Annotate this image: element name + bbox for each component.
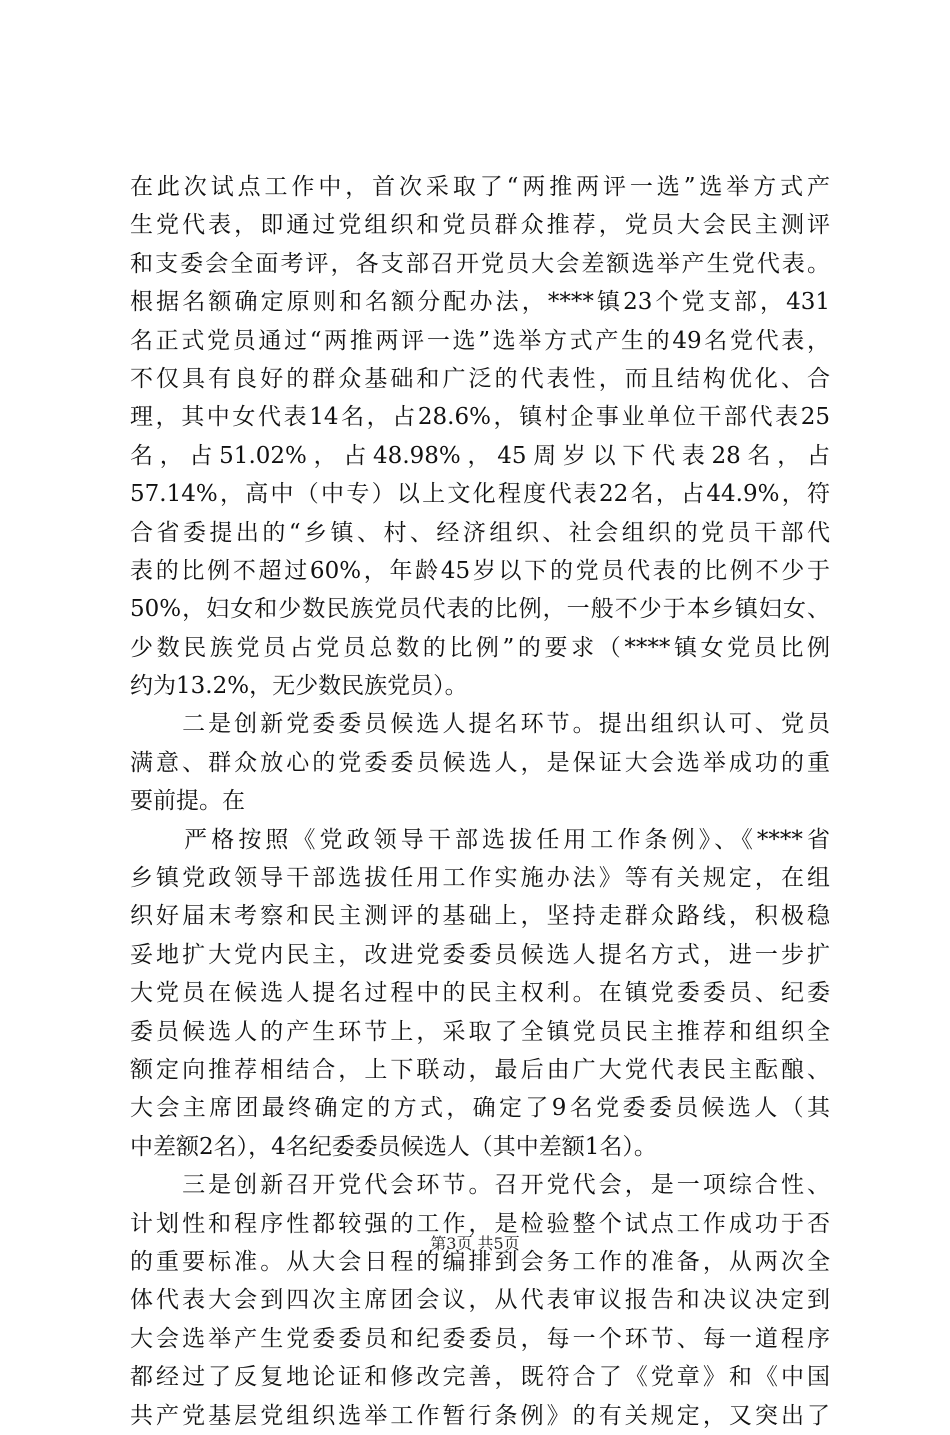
text-line: 的重要标准。从大会日程的编排到会务工作的准备，从两次全: [130, 1248, 830, 1275]
text-line: 大会主席团最终确定的方式，确定了9名党委委员候选人（其: [130, 1095, 830, 1122]
text-line: 乡镇党政领导干部选拔任用工作实施办法》等有关规定，在组: [130, 865, 830, 892]
text-line: 不仅具有良好的群众基础和广泛的代表性，而且结构优化、合: [130, 365, 830, 392]
text-line: 体代表大会到四次主席团会议，从代表审议报告和决议决定到: [130, 1287, 830, 1314]
text-line: 在此次试点工作中，首次采取了“两推两评一选”选举方式产: [130, 174, 830, 200]
text-line: 和支委会全面考评，各支部召开党员大会差额选举产生党代表。: [130, 250, 830, 277]
text-line: 大会选举产生党委委员和纪委委员，每一个环节、每一道程序: [130, 1325, 830, 1352]
text-line: 少数民族党员占党员总数的比例”的要求（****镇女党员比例: [130, 634, 830, 661]
text-line: 名，占51.02%，占48.98%，45周岁以下代表28名，占: [130, 442, 830, 469]
text-line: 大党员在候选人提名过程中的民主权利。在镇党委委员、纪委: [130, 980, 830, 1007]
text-line: 妥地扩大党内民主，改进党委委员候选人提名方式，进一步扩: [130, 941, 830, 968]
text-line: 表的比例不超过60%，年龄45岁以下的党员代表的比例不少于: [130, 557, 830, 584]
text-line: 合省委提出的“乡镇、村、经济组织、社会组织的党员干部代: [130, 519, 830, 546]
text-line: 理，其中女代表14名，占28.6%，镇村企事业单位干部代表25: [130, 404, 830, 431]
text-line: 57.14%，高中（中专）以上文化程度代表22名，占44.9%，符: [130, 481, 830, 508]
text-line: 严格按照《党政领导干部选拔任用工作条例》、《****省: [130, 826, 830, 853]
text-line: 根据名额确定原则和名额分配办法，****镇23个党支部，431: [130, 289, 830, 316]
text-line: 满意、群众放心的党委委员候选人，是保证大会选举成功的重: [130, 749, 830, 776]
text-line: 中差额2名），4名纪委委员候选人（其中差额1名）。: [130, 1133, 657, 1160]
text-line: 额定向推荐相结合，上下联动，最后由广大党代表民主酝酿、: [130, 1056, 830, 1083]
text-line: 织好届末考察和民主测评的基础上，坚持走群众路线，积极稳: [130, 903, 830, 930]
text-line: 三是创新召开党代会环节。召开党代会，是一项综合性、: [130, 1172, 830, 1199]
text-line: 计划性和程序性都较强的工作，是检验整个试点工作成功于否: [130, 1210, 830, 1237]
text-line: 委员候选人的产生环节上，采取了全镇党员民主推荐和组织全: [130, 1018, 830, 1045]
text-line: 名正式党员通过“两推两评一选”选举方式产生的49名党代表，: [130, 327, 830, 354]
page-footer: 第3页 共5页: [430, 1234, 520, 1253]
text-line: 共产党基层党组织选举工作暂行条例》的有关规定，又突出了: [130, 1402, 830, 1429]
text-line: 约为13.2%，无少数民族党员）。: [130, 673, 468, 700]
text-line: 要前提。在: [130, 788, 245, 815]
text-line: 50%，妇女和少数民族党员代表的比例，一般不少于本乡镇妇女、: [130, 596, 830, 623]
text-line: 都经过了反复地论证和修改完善，既符合了《党章》和《中国: [130, 1364, 830, 1391]
text-line: 生党代表，即通过党组织和党员群众推荐，党员大会民主测评: [130, 212, 830, 239]
text-line: 二是创新党委委员候选人提名环节。提出组织认可、党员: [130, 711, 830, 738]
